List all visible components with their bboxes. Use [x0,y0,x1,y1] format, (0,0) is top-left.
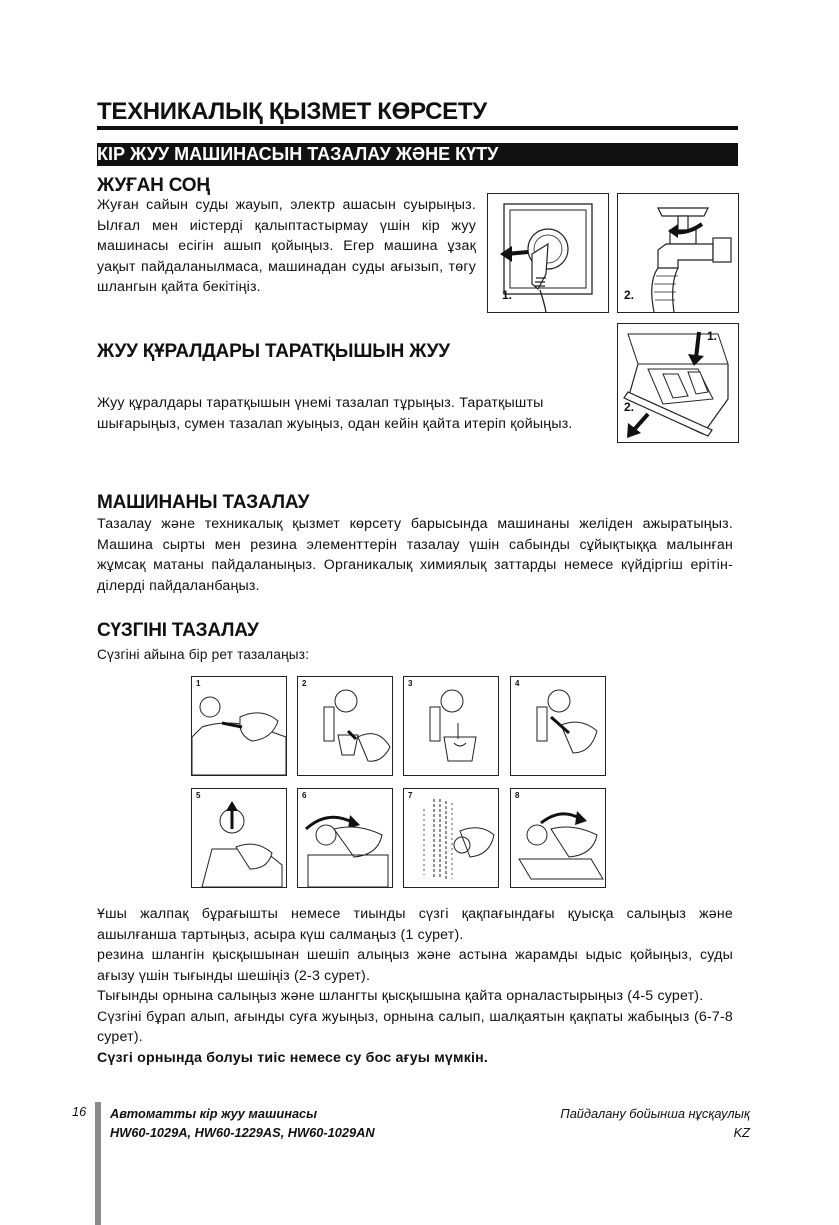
filter-step-figure [510,676,606,776]
dispenser-heading: ЖУУ ҚҰРАЛДАРЫ ТАРАТҚЫШЫН ЖУУ [97,341,450,362]
footer-product: Автоматты кір жуу машинасы [110,1106,318,1121]
filter-heading: СҮЗГІНІ ТАЗАЛАУ [97,620,259,641]
section-band [97,143,738,166]
footer-manual-title: Пайдалану бойынша нұсқаулық [560,1106,750,1121]
title-underline [97,126,738,130]
filter-step-illustration [404,789,498,887]
filter-step-text-2: резина шлангін қысқышынан шешіп алыңыз және астына жарамды ыдыс қойыңыз, суды ағызу үшін тығынды шешіңіз (2-3 сурет). [97,947,733,984]
page-number: 16 [72,1104,87,1119]
section-band-text: КІР ЖУУ МАШИНАСЫН ТАЗАЛАУ ЖӘНЕ КҮТУ [97,144,499,164]
filter-step-number: 6 [302,791,307,800]
dispenser-paragraph: Жуу құралдары таратқышын үнемі тазалап тұрыңыз. Таратқышты шығарыңыз, сумен тазалап жуыңыз, одан кейін қайта итеріп қойыңыз. [97,395,573,432]
dispenser-figure [617,323,739,443]
filter-intro: Сүзгіні айына бір рет тазалаңыз: [97,647,310,662]
tap-figure-label: 2. [624,288,635,302]
dispenser-figure-label-2: 2. [624,400,635,414]
after-wash-paragraph: Жуған сайын суды жауып, электр ашасын суырыңыз. Ылғал мен иістерді қалыптастырмау үшін кір жуу машинасы есігін ашып қойыңыз. Егер машина ұзақ уақыт пайдаланылмаса, машинадан суды ағызып, төгу шлангын қайта бекітіңіз. [97,197,476,295]
filter-step-text-3: Тығынды орнына салыңыз және шлангты қысқышына қайта орналастырыңыз (4-5 сурет). [97,988,704,1004]
filter-step-figure [297,788,393,888]
unplug-figure-label: 1. [502,288,513,302]
footer-right [480,1104,750,1142]
filter-step-figure [191,788,287,888]
filter-step-number: 4 [515,679,520,688]
filter-step-figure [403,676,499,776]
filter-step-illustration [192,789,286,887]
filter-step-figure [297,676,393,776]
filter-step-figure [403,788,499,888]
footer-left [110,1104,375,1142]
filter-step-text-4: Сүзгіні бұрап алып, ағынды суға жуыңыз, орнына салып, шалқаятын қақпаты жабыңыз (6-7-8 сурет). [97,1008,733,1045]
filter-step-number: 8 [515,791,520,800]
footer-bar [95,1102,101,1225]
after-wash-heading: ЖУҒАН СОҢ [97,175,210,196]
filter-step-illustration [511,677,605,775]
filter-step-illustration [192,677,286,775]
tap-figure [617,193,739,313]
machine-clean-heading: МАШИНАНЫ ТАЗАЛАУ [97,492,310,513]
footer-language: KZ [733,1125,750,1140]
after-wash-text [97,195,476,298]
page-title: ТЕХНИКАЛЫҚ ҚЫЗМЕТ КӨРСЕТУ [97,98,487,125]
filter-step-number: 3 [408,679,413,688]
filter-step-illustration [511,789,605,887]
filter-step-illustration [298,789,392,887]
filter-instructions [97,904,733,1068]
dispenser-figure-label-1: 1. [707,329,718,343]
machine-clean-paragraph: Тазалау және техникалық қызмет көрсету барысында машинаны желіден ажыратыңыз. Машина сырты мен резина элементтерін тазалау үшін сабынды сұйықтыққа малынған жұмсақ матаны пайдаланыңыз. Органикалық химиялық заттарды немесе күйдіргіш ерітін-ділерді пайдаланбаңыз. [97,516,733,594]
filter-step-figure [510,788,606,888]
unplug-figure [487,193,609,313]
filter-step-number: 7 [408,791,413,800]
filter-step-illustration [404,677,498,775]
filter-step-figure [191,676,287,776]
footer-models: HW60-1029A, HW60-1229AS, HW60-1029AN [110,1125,375,1140]
filter-warning: Сүзгі орнында болуы тиіс немесе су бос ағуы мүмкін. [97,1049,489,1066]
dispenser-text [97,393,602,434]
filter-step-text-1: Ұшы жалпақ бұрағышты немесе тиынды сүзгі қақпағындағы қуысқа салыңыз және ашылғанша тартыңыз, асыра күш салмаңыз (1 сурет). [97,906,733,943]
filter-step-number: 1 [196,679,201,688]
filter-step-number: 2 [302,679,307,688]
filter-step-illustration [298,677,392,775]
filter-step-number: 5 [196,791,201,800]
machine-clean-text [97,514,733,596]
